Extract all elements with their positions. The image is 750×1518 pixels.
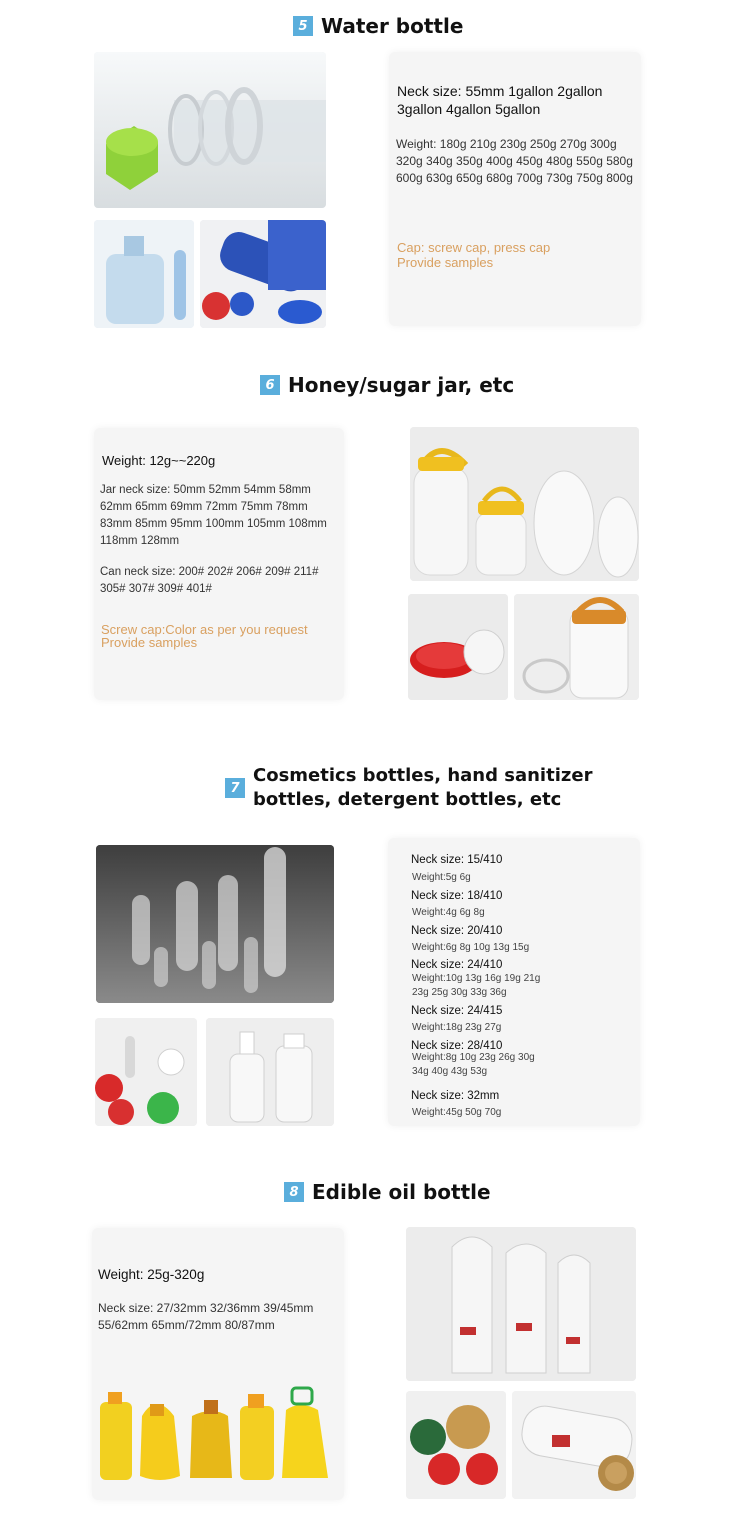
- edible-oil-spec-card: [92, 1228, 344, 1500]
- weight-text: Weight:5g 6g: [412, 872, 471, 883]
- oil-preform-cap-photo: [512, 1391, 636, 1499]
- cosmetic-preforms-photo: [96, 845, 334, 1003]
- neck-size-text: Neck size: 15/410: [411, 854, 503, 866]
- section-heading: Edible oil bottle: [312, 1180, 491, 1204]
- section-number-badge: 8: [284, 1182, 304, 1202]
- oil-caps-photo: [406, 1391, 506, 1499]
- oil-bottles-illustration: [96, 1386, 340, 1486]
- section-number-badge: 5: [293, 16, 313, 36]
- weight-text: Weight: 180g 210g 230g 250g 270g 300g 320g 340g 350g 400g 450g 480g 550g 580g 600g 630g 650g 680g 700g 730g 750g 800g: [396, 137, 633, 185]
- section-8-title: [284, 1180, 491, 1204]
- pump-caps-photo: [95, 1018, 197, 1126]
- water-bottle-spec-card: [389, 52, 641, 326]
- weight-text: Weight:18g 23g 27g: [412, 1022, 502, 1033]
- water-bottle-preform-photo: [94, 52, 326, 208]
- neck-size-text: Neck size: 24/410: [411, 959, 503, 971]
- weight-text: Weight: 12g~~220g: [102, 453, 216, 468]
- oil-preforms-photo: [406, 1227, 636, 1381]
- samples-text: Provide samples: [397, 255, 494, 270]
- section-heading-line-2: bottles, detergent bottles, etc: [253, 789, 562, 810]
- weight-text: Weight: 25g-320g: [98, 1267, 205, 1282]
- blue-preform-caps-photo: [200, 220, 326, 328]
- spray-bottles-photo: [206, 1018, 334, 1126]
- cosmetics-spec-card: [388, 838, 640, 1126]
- neck-size-text: Neck size: 27/32mm 32/36mm 39/45mm 55/62mm 65mm/72mm 80/87mm: [98, 1301, 314, 1332]
- red-cap-lid-photo: [408, 594, 508, 700]
- samples-text: Provide samples: [101, 635, 198, 650]
- honey-jar-spec-card: [94, 428, 344, 700]
- section-7-title: [225, 764, 592, 812]
- jar-orange-handle-photo: [514, 594, 639, 700]
- gallon-jug-photo: [94, 220, 194, 328]
- neck-size-text: Neck size: 32mm: [411, 1090, 500, 1102]
- neck-size-text: Neck size: 24/415: [411, 1005, 503, 1017]
- weight-text: Weight:6g 8g 10g 13g 15g: [412, 942, 530, 953]
- cap-text: Cap: screw cap, press cap: [397, 240, 551, 255]
- can-neck-size-text: Can neck size: 200# 202# 206# 209# 211# 305# 307# 309# 401#: [100, 566, 319, 595]
- neck-size-text: Neck size: 55mm 1gallon 2gallon 3gallon 4gallon 5gallon: [397, 83, 603, 117]
- weight-text: Weight:45g 50g 70g: [412, 1107, 502, 1118]
- jar-neck-size-text: Jar neck size: 50mm 52mm 54mm 58mm 62mm 65mm 69mm 72mm 75mm 78mm 83mm 85mm 95mm 100mm 105mm 108mm 118mm 128mm: [100, 484, 327, 547]
- section-6-title: [260, 373, 514, 397]
- section-heading: Water bottle: [321, 14, 464, 38]
- neck-size-text: Neck size: 28/410: [411, 1040, 503, 1052]
- honey-jars-photo: [410, 427, 639, 581]
- weight-text: Weight:8g 10g 23g 26g 30g 34g 40g 43g 53g: [412, 1052, 535, 1077]
- section-5-title: [293, 14, 463, 38]
- weight-text: Weight:4g 6g 8g: [412, 907, 485, 918]
- neck-size-text: Neck size: 18/410: [411, 890, 503, 902]
- cap-text: Screw cap:Color as per you request: [101, 622, 308, 637]
- neck-size-text: Neck size: 20/410: [411, 925, 503, 937]
- section-number-badge: 7: [225, 778, 245, 798]
- section-number-badge: 6: [260, 375, 280, 395]
- weight-text: Weight:10g 13g 16g 19g 21g 23g 25g 30g 33g 36g: [412, 973, 541, 998]
- section-heading: Honey/sugar jar, etc: [288, 373, 515, 397]
- section-heading-line-1: Cosmetics bottles, hand sanitizer: [253, 765, 593, 786]
